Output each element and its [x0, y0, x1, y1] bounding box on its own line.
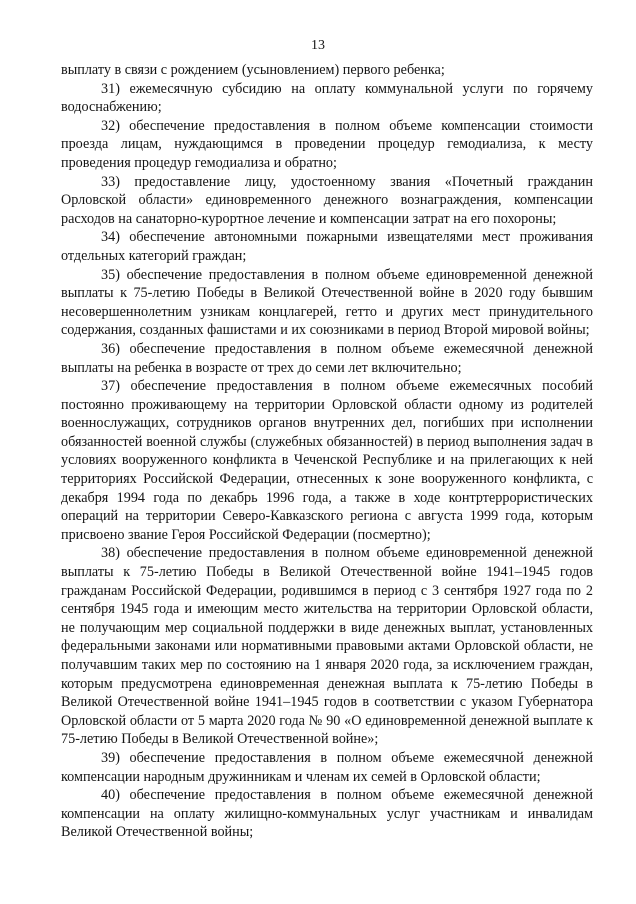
page-number: 13 — [311, 38, 325, 53]
paragraph-item-35: 35) обеспечение предоставления в полном объеме единовременной денежной выплаты к 75-летию Победы в Великой Отечественной войне в 2020 году бывшим несовершеннолетним узникам концлагерей, гетто и других мест принудительного содержания, созданных фашистами и их союзниками в период Второй мировой войны; — [61, 266, 593, 339]
paragraph-item-40: 40) обеспечение предоставления в полном объеме ежемесячной денежной компенсации на оплату жилищно-коммунальных услуг участникам и инвалидам Великой Отечественной войны; — [61, 787, 593, 841]
paragraph-item-38: 38) обеспечение предоставления в полном объеме единовременной денежной выплаты к 75-летию Победы в Великой Отечественной войне 1941–1945 годов гражданам Российской Федерации, родившимся в период с 3 сентября 1927 года по 2 сентября 1945 года и имеющим место жительства на территории Орловской области, не получающим мер социальной поддержки в виде денежных выплат, установленных федеральными законами или нормативными правовыми актами Орловской области, не получавшим таких мер по состоянию на 1 января 2020 года, за исключением граждан, которым предусмотрена единовременная денежная выплата к 75-летию Победы в Великой Отечественной войне 1941–1945 годов в соответствии с указом Губернатора Орловской области от 5 марта 2020 года № 90 «О единовременной денежной выплате к 75-летию Победы в Великой Отечественной войне»; — [61, 545, 593, 748]
document-body — [61, 61, 593, 842]
paragraph-item-36: 36) обеспечение предоставления в полном объеме ежемесячной денежной выплаты на ребенка в возрасте от трех до семи лет включительно; — [61, 340, 593, 376]
paragraph-item-37: 37) обеспечение предоставления в полном объеме ежемесячных пособий постоянно проживающему на территории Орловской области одному из родителей военнослужащих, сотрудников органов внутренних дел, погибших при исполнении обязанностей военной службы (служебных обязанностей) в период выполнения задач в условиях вооруженного конфликта в Чеченской Республике и на прилегающих к ней территориях Российской Федерации, отнесенных к зоне вооруженного конфликта, с декабря 1994 года по декабрь 1996 года, а также в ходе контртеррористических операций на территории Северо-Кавказского региона с августа 1999 года, которым присвоено звание Героя Российской Федерации (посмертно); — [61, 378, 593, 543]
paragraph-item-33: 33) предоставление лицу, удостоенному звания «Почетный гражданин Орловской области» единовременного денежного вознаграждения, компенсации расходов на санаторно-курортное лечение и компенсации затрат на его похороны; — [61, 173, 593, 227]
paragraph-item-39: 39) обеспечение предоставления в полном объеме ежемесячной денежной компенсации народным дружинникам и членам их семей в Орловской области; — [61, 749, 593, 785]
paragraph-item-34: 34) обеспечение автономными пожарными извещателями мест проживания отдельных категорий граждан; — [61, 229, 593, 264]
paragraph-item-31: 31) ежемесячную субсидию на оплату коммунальной услуги по горячему водоснабжению; — [61, 80, 593, 116]
paragraph-item-32: 32) обеспечение предоставления в полном объеме компенсации стоимости проезда лицам, нуждающимся в проведении процедур гемодиализа, к месту проведения процедур гемодиализа и обратно; — [61, 117, 593, 171]
paragraph-continuation: выплату в связи с рождением (усыновлением) первого ребенка; — [61, 62, 445, 78]
